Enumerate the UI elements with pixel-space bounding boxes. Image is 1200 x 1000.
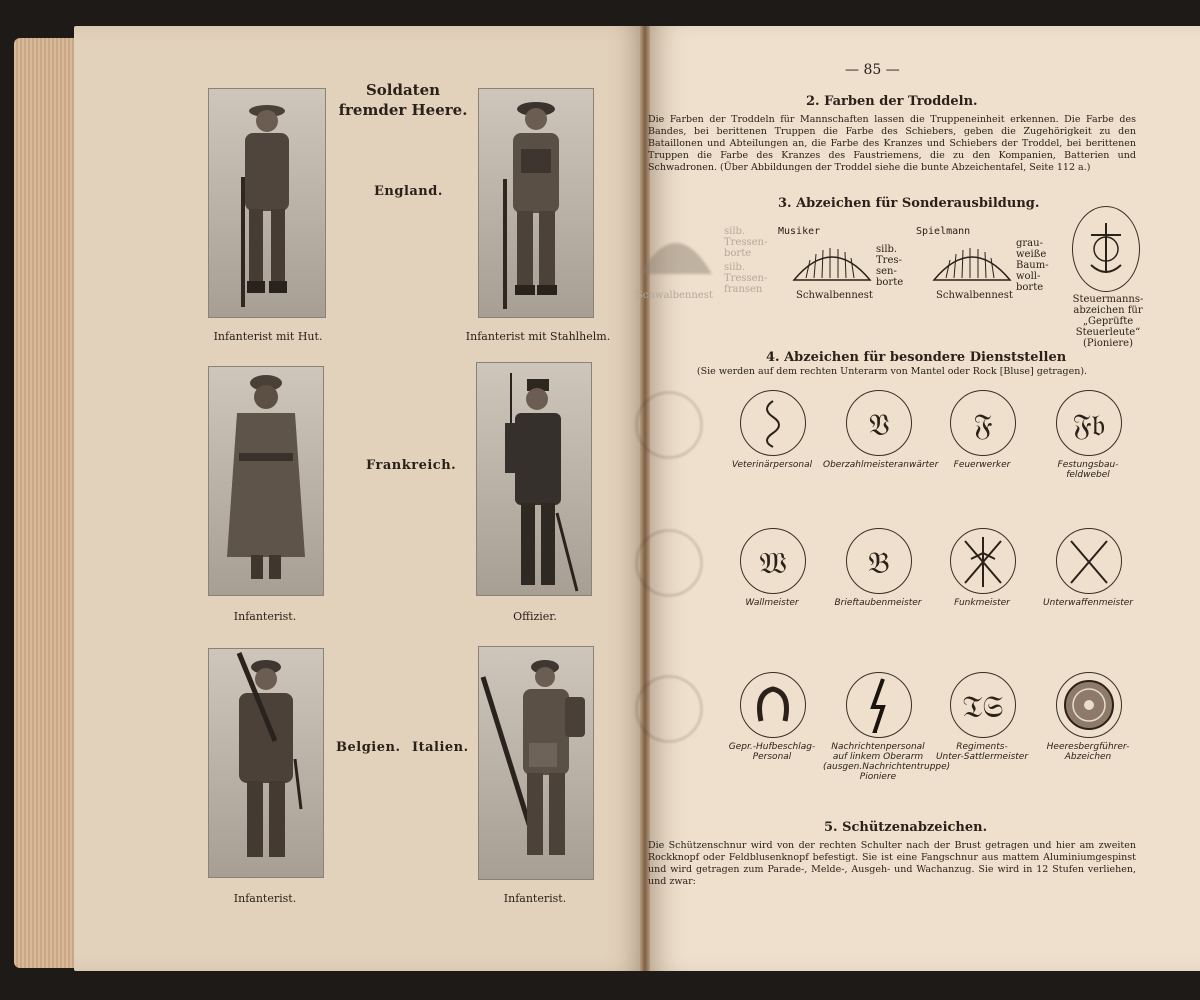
- text-schuetzen: Die Schützenschnur wird von der rechten Schulter nach der Brust getragen und hier am zweiten Rockknopf oder Feldblusenknopf befestigt. Sie ist eine Fangschnur aus mattem Aluminiumgespinst und wird getragen zum Parade-, Melde-, Ausgeh- und Wachanzug. Sie wird in 12 Stufen verliehen, und zwar:: [648, 840, 1136, 887]
- cap-badge-icon: [636, 222, 716, 278]
- page-title: Soldaten fremder Heere.: [338, 81, 468, 119]
- schwalbennest-spielmann: [932, 240, 1012, 284]
- svg-text:𝔉𝔟: 𝔉𝔟: [1072, 408, 1106, 443]
- faded-badge-1: [636, 392, 702, 458]
- svg-text:𝔉: 𝔉: [973, 408, 993, 443]
- service-badge-label: Unterwaffenmeister: [1043, 598, 1133, 608]
- page-edges: [14, 38, 76, 968]
- service-badge-1: [740, 390, 806, 456]
- service-badge-9: [740, 672, 806, 738]
- soldier-silhouette-icon: [209, 649, 323, 877]
- label-steuermann: Steuermanns- abzeichen für „Geprüfte Steuerleute“ (Pioniere): [1072, 294, 1144, 349]
- badge-emblem-icon: [741, 391, 805, 455]
- text-troddeln: Die Farben der Troddeln für Mannschaften lassen die Truppeneinheit erkennen. Die Farbe des Bandes, bei berittenen Truppen die Farbe des Schiebers, geben die Zugehörigkeit zu den Bataillonen und Abteilungen an, die Farbe des Kranzes und Schiebers der Troddel, bei berittenen Truppen die Farbe des Kranzes des Faustriemens, die zu den Kompanien, Batterien und Schwadronen. (Über Abbildungen der Troddel siehe die bunte Abzeichentafel, Seite 112 a.): [648, 114, 1136, 173]
- service-badge-label: Nachrichtenpersonal auf linkem Oberarm (ausgen.Nachrichtentruppe) Pioniere: [823, 742, 951, 782]
- service-badge-label: Oberzahlmeisteranwärter: [823, 460, 939, 470]
- service-badge-label: Wallmeister: [745, 598, 799, 608]
- soldier-silhouette-icon: [209, 367, 323, 595]
- heading-troddeln: 2. Farben der Troddeln.: [806, 94, 978, 109]
- badge-emblem-icon: [741, 673, 805, 737]
- service-badge-10: [846, 672, 912, 738]
- service-badge-label: Festungsbau- feldwebel: [1057, 460, 1119, 480]
- label-musiker: Musiker: [778, 226, 821, 237]
- note-musiker: silb. Tres- sen- borte: [876, 244, 904, 288]
- heading-schuetzen: 5. Schützenabzeichen.: [824, 820, 988, 835]
- photo-france-officer: [476, 362, 592, 596]
- note-spielmann: grau- weiße Baum- woll- borte: [1016, 238, 1049, 293]
- country-italien: Italien.: [412, 740, 469, 755]
- caption-france-officer: Offizier.: [513, 610, 557, 623]
- heading-dienststellen: 4. Abzeichen für besondere Dienststellen: [766, 350, 1067, 365]
- service-badge-label: Funkmeister: [954, 598, 1010, 608]
- svg-text:𝔗𝔖: 𝔗𝔖: [962, 690, 1004, 725]
- country-frankreich: Frankreich.: [366, 458, 457, 473]
- faded-badge-cap: [636, 222, 716, 278]
- faded-label: Schwalbennest: [636, 290, 713, 301]
- badge-emblem-icon: [1057, 673, 1121, 737]
- caption-england-hat: Infanterist mit Hut.: [213, 330, 323, 343]
- service-badge-5: [740, 528, 806, 594]
- label-schwalbennest-2: Schwalbennest: [936, 290, 1013, 301]
- badge-emblem-icon: [847, 673, 911, 737]
- service-badge-7: [950, 528, 1016, 594]
- caption-italy: Infanterist.: [503, 892, 567, 905]
- faded-note-1: silb. Tressen- borte: [724, 226, 768, 259]
- service-badge-8: [1056, 528, 1122, 594]
- svg-text:𝔙: 𝔙: [868, 408, 890, 443]
- photo-belgium-infantry: [208, 648, 324, 878]
- svg-text:𝔅: 𝔅: [868, 546, 890, 581]
- service-badge-2: [846, 390, 912, 456]
- anchor-icon: [1073, 207, 1139, 291]
- badge-emblem-icon: [951, 529, 1015, 593]
- faded-badge-3: [636, 676, 702, 742]
- caption-england-helmet: Infanterist mit Stahlhelm.: [465, 330, 611, 343]
- service-badge-label: Gepr.-Hufbeschlag- Personal: [728, 742, 816, 762]
- service-badge-6: [846, 528, 912, 594]
- soldier-silhouette-icon: [479, 647, 593, 879]
- service-badge-12: [1056, 672, 1122, 738]
- badge-emblem-icon: [1057, 391, 1121, 455]
- service-badge-label: Heeresbergführer- Abzeichen: [1046, 742, 1130, 762]
- schwalbennest-icon: [932, 240, 1012, 284]
- heading-sonderausbildung: 3. Abzeichen für Sonderausbildung.: [778, 196, 1040, 211]
- service-badge-4: [1056, 390, 1122, 456]
- photo-france-infantry: [208, 366, 324, 596]
- badge-emblem-icon: [847, 391, 911, 455]
- service-badge-label: Regiments- Unter-Sattlermeister: [935, 742, 1029, 762]
- badge-emblem-icon: [1057, 529, 1121, 593]
- label-spielmann: Spielmann: [916, 226, 971, 237]
- service-badge-label: Veterinärpersonal: [731, 460, 813, 470]
- photo-england-helmet: [478, 88, 594, 318]
- svg-text:𝔚: 𝔚: [759, 546, 787, 581]
- service-badge-11: [950, 672, 1016, 738]
- soldier-silhouette-icon: [479, 89, 593, 317]
- photo-italy-infantry: [478, 646, 594, 880]
- faded-note-2: silb. Tressen- fransen: [724, 262, 768, 295]
- badge-emblem-icon: [741, 529, 805, 593]
- page-number: — 85 —: [845, 62, 900, 78]
- caption-france-infantry: Infanterist.: [233, 610, 297, 623]
- country-england: England.: [374, 184, 443, 199]
- label-schwalbennest-1: Schwalbennest: [796, 290, 873, 301]
- soldier-silhouette-icon: [477, 363, 591, 595]
- badge-emblem-icon: [951, 391, 1015, 455]
- subtext-dienststellen: (Sie werden auf dem rechten Unterarm von Mantel oder Rock [Bluse] getragen).: [696, 366, 1088, 377]
- schwalbennest-musiker: [792, 240, 872, 284]
- photo-england-hat: [208, 88, 326, 318]
- badge-emblem-icon: [951, 673, 1015, 737]
- country-belgien: Belgien.: [336, 740, 401, 755]
- service-badge-label: Feuerwerker: [953, 460, 1011, 470]
- service-badge-label: Brieftaubenmeister: [834, 598, 922, 608]
- service-badge-3: [950, 390, 1016, 456]
- badge-emblem-icon: [847, 529, 911, 593]
- soldier-silhouette-icon: [209, 89, 325, 317]
- caption-belgium: Infanterist.: [233, 892, 297, 905]
- faded-badge-2: [636, 530, 702, 596]
- schwalbennest-icon: [792, 240, 872, 284]
- steuermann-badge: [1072, 206, 1140, 292]
